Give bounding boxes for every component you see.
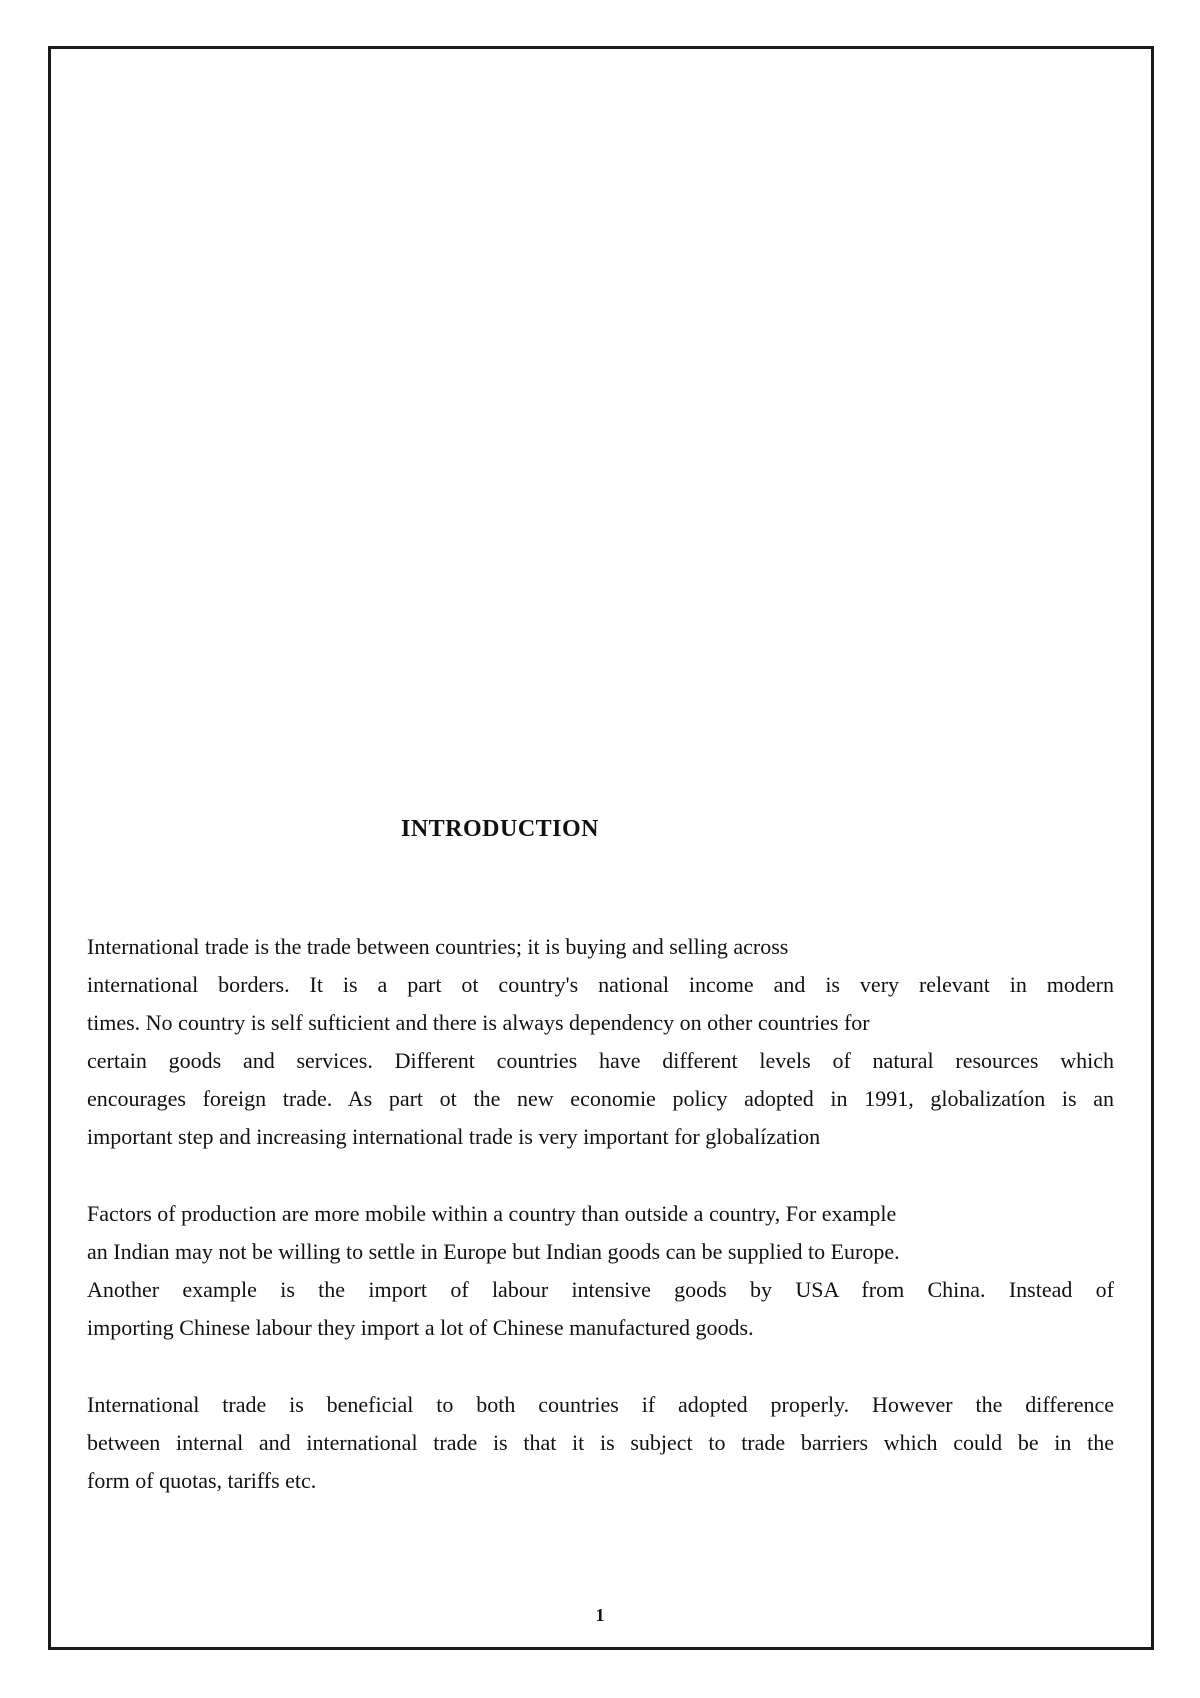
- paragraph-line: International trade is beneficial to both countries if adopted properly. However the difference: [87, 1392, 1114, 1417]
- paragraph-2: [87, 1195, 1114, 1347]
- page-number: 1: [595, 1605, 605, 1625]
- paragraph-3: [87, 1386, 1114, 1500]
- paragraph-line: certain goods and services. Different countries have different levels of natural resources which: [87, 1048, 1114, 1073]
- paragraph-line: Factors of production are more mobile within a country than outside a country, For example: [87, 1201, 897, 1226]
- paragraph-line: International trade is the trade between countries; it is buying and selling across: [87, 934, 789, 959]
- paragraph-line: important step and increasing international trade is very important for globalízation: [87, 1124, 821, 1149]
- paragraph-line: encourages foreign trade. As part ot the new economie policy adopted in 1991, globalizatíon is an: [87, 1086, 1114, 1111]
- section-heading: INTRODUCTION: [400, 816, 600, 842]
- paragraph-line: Another example is the import of labour intensive goods by USA from China. Instead of: [87, 1277, 1114, 1302]
- paragraph-line: international borders. It is a part ot country's national income and is very relevant in modern: [87, 972, 1114, 997]
- paragraph-1: [87, 928, 1114, 1156]
- paragraph-line: importing Chinese labour they import a lot of Chinese manufactured goods.: [87, 1315, 754, 1340]
- paragraph-line: between internal and international trade is that it is subject to trade barriers which could be in the: [87, 1430, 1114, 1455]
- paragraph-line: form of quotas, tariffs etc.: [87, 1468, 317, 1493]
- paragraph-line: times. No country is self sufticient and there is always dependency on other countries for: [87, 1010, 870, 1035]
- paragraph-line: an Indian may not be willing to settle in Europe but Indian goods can be supplied to Europe.: [87, 1239, 900, 1264]
